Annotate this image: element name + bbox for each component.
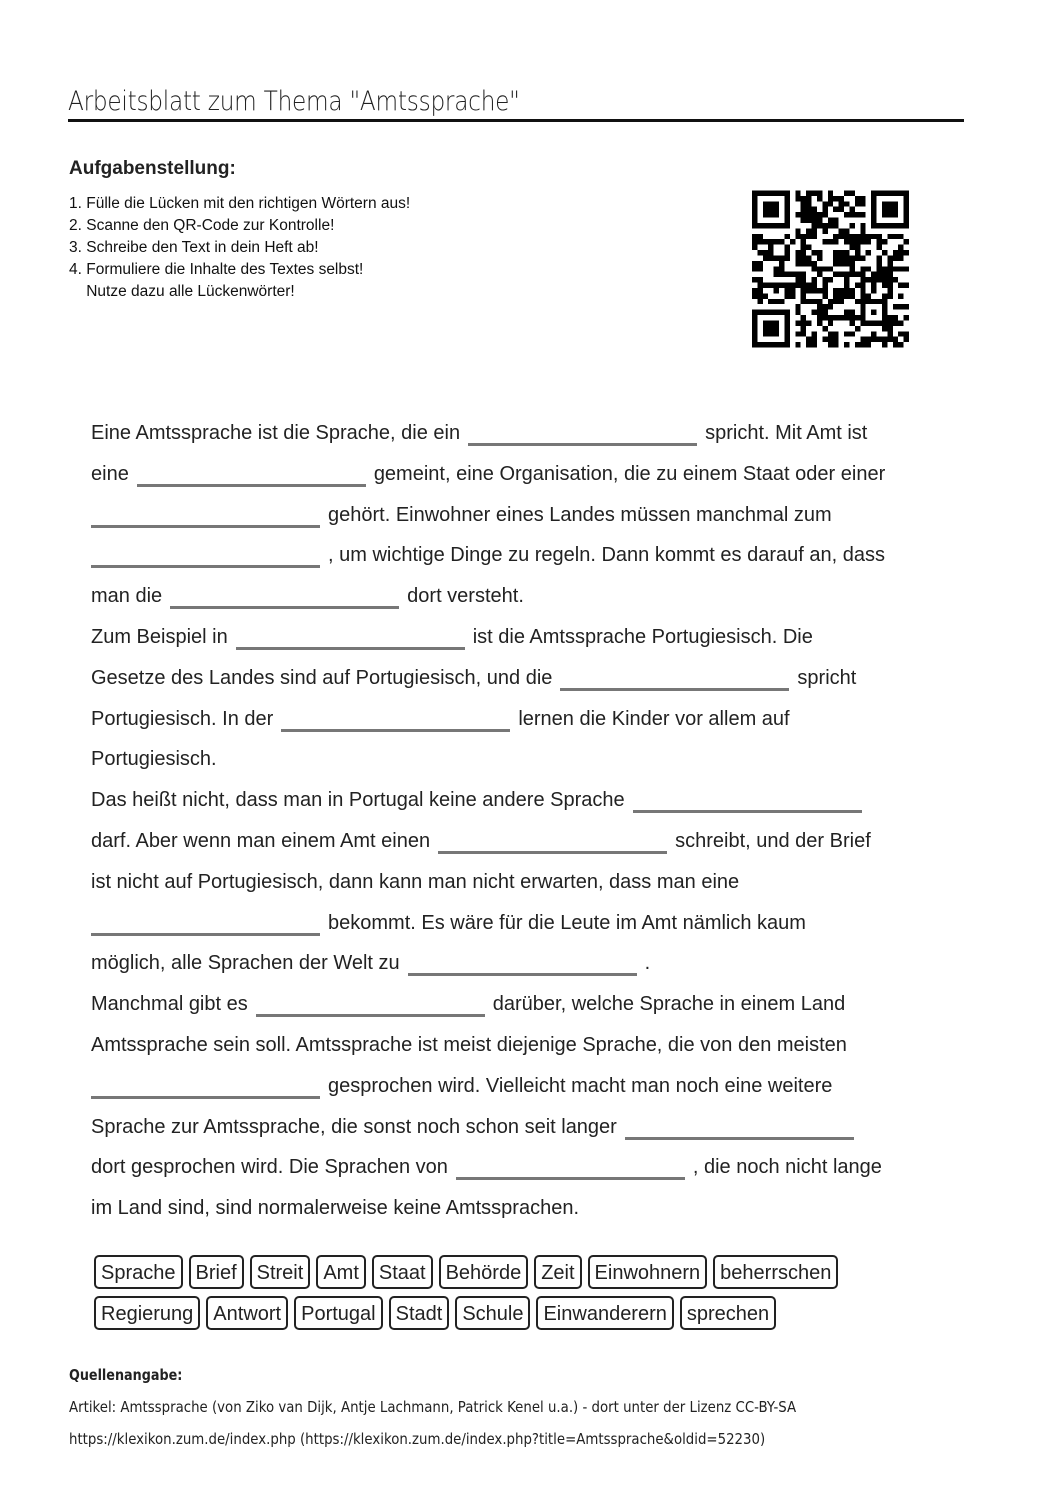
text-line (91, 868, 885, 909)
text-segment: Amtssprache sein soll. Amtssprache ist meist diejenige Sprache, die von den meisten (91, 1033, 847, 1056)
gap-blank[interactable] (468, 419, 697, 446)
word-chip[interactable]: Antwort (206, 1296, 288, 1330)
text-segment: dort gesprochen wird. Die Sprachen von (91, 1156, 448, 1179)
title-divider (68, 119, 964, 122)
task-list (69, 193, 410, 303)
word-chip[interactable]: Portugal (294, 1296, 383, 1330)
gap-blank[interactable] (236, 623, 465, 650)
word-chip[interactable]: Behörde (439, 1255, 529, 1289)
text-segment: spricht (797, 666, 857, 689)
text-segment: ist die Amtssprache Portugiesisch. Die (472, 625, 813, 648)
text-segment: darf. Aber wenn man einem Amt einen (91, 829, 431, 852)
word-chip[interactable]: sprechen (680, 1296, 776, 1330)
word-bank-row (94, 1255, 934, 1289)
text-segment: Manchmal gibt es (91, 993, 248, 1016)
page-title: Arbeitsblatt zum Thema "Amtssprache" (68, 86, 520, 117)
text-segment: spricht. Mit Amt ist (705, 422, 868, 444)
text-segment: Das heißt nicht, dass man in Portugal keine andere Sprache (91, 789, 625, 812)
source-url[interactable]: https://klexikon.zum.de/index.php (https://klexikon.zum.de/index.php?title=Amtssprache&oldid=52230) (69, 1430, 766, 1448)
gap-blank[interactable] (456, 1153, 685, 1180)
source-article: Artikel: Amtssprache (von Ziko van Dijk, Antje Lachmann, Patrick Kenel u.a.) - dort unter der Lizenz CC-BY-SA (69, 1398, 797, 1416)
text-segment: Zum Beispiel in (91, 625, 228, 648)
word-chip[interactable]: Stadt (389, 1296, 450, 1330)
task-item: 2. Scanne den QR-Code zur Kontrolle! (69, 217, 335, 234)
text-segment: gehört. Einwohner eines Landes müssen manchmal zum (328, 503, 832, 526)
word-chip[interactable]: Staat (372, 1255, 433, 1289)
gap-blank[interactable] (91, 541, 320, 568)
text-segment: , die noch nicht lange (692, 1156, 882, 1179)
gap-blank[interactable] (281, 705, 510, 732)
text-line (91, 623, 885, 664)
text-line (91, 909, 885, 950)
text-line (91, 705, 885, 746)
text-segment: darüber, welche Sprache in einem Land (492, 993, 846, 1016)
text-line (91, 990, 885, 1031)
word-bank (94, 1255, 934, 1337)
text-segment: möglich, alle Sprachen der Welt zu (91, 952, 400, 975)
word-chip[interactable]: beherrschen (713, 1255, 838, 1289)
text-line (91, 1113, 885, 1154)
task-item: 3. Schreibe den Text in dein Heft ab! (69, 239, 319, 256)
cloze-text (91, 419, 885, 1235)
text-line (91, 1153, 885, 1194)
text-segment: bekommt. Es wäre für die Leute im Amt nämlich kaum (328, 911, 806, 934)
text-line (91, 786, 885, 827)
word-chip[interactable]: Brief (189, 1255, 244, 1289)
gap-blank[interactable] (625, 1113, 854, 1140)
text-segment: eine (91, 462, 129, 485)
text-line (91, 1194, 885, 1235)
word-chip[interactable]: Einwanderern (536, 1296, 673, 1330)
text-line (91, 664, 885, 705)
text-segment: im Land sind, sind normalerweise keine Amtssprachen. (91, 1197, 580, 1220)
text-segment: schreibt, und der Brief (675, 829, 871, 852)
gap-blank[interactable] (408, 949, 637, 976)
gap-blank[interactable] (137, 460, 366, 487)
word-chip[interactable]: Regierung (94, 1296, 200, 1330)
text-line (91, 949, 885, 990)
word-bank-row (94, 1296, 934, 1330)
task-item: 1. Fülle die Lücken mit den richtigen Wörtern aus! (69, 195, 411, 212)
word-chip[interactable]: Streit (250, 1255, 311, 1289)
text-segment: man die (91, 585, 163, 608)
text-segment: lernen die Kinder vor allem auf (518, 707, 790, 730)
word-chip[interactable]: Einwohnern (588, 1255, 708, 1289)
text-segment: Portugiesisch. (91, 748, 217, 771)
text-line (91, 541, 885, 582)
text-line (91, 419, 885, 460)
gap-blank[interactable] (633, 786, 862, 813)
word-chip[interactable]: Sprache (94, 1255, 183, 1289)
text-segment: Portugiesisch. In der (91, 707, 274, 730)
text-segment: gesprochen wird. Vielleicht macht man noch eine weitere (328, 1074, 833, 1097)
text-line (91, 1031, 885, 1072)
text-line (91, 827, 885, 868)
text-segment: gemeint, eine Organisation, die zu einem Staat oder einer (373, 462, 886, 485)
word-chip[interactable]: Amt (316, 1255, 366, 1289)
word-chip[interactable]: Zeit (534, 1255, 581, 1289)
text-line (91, 1072, 885, 1113)
gap-blank[interactable] (560, 664, 789, 691)
gap-blank[interactable] (91, 501, 320, 528)
text-segment: Gesetze des Landes sind auf Portugiesisch, und die (91, 666, 553, 689)
qr-code-icon[interactable] (752, 190, 909, 348)
source-heading: Quellenangabe: (69, 1366, 183, 1384)
text-line (91, 582, 885, 623)
text-line (91, 501, 885, 542)
gap-blank[interactable] (91, 909, 320, 936)
text-segment: dort versteht. (407, 585, 524, 608)
text-segment: Eine Amtssprache ist die Sprache, die ein (91, 422, 461, 444)
text-segment: Sprache zur Amtssprache, die sonst noch schon seit langer (91, 1115, 617, 1138)
gap-blank[interactable] (91, 1072, 320, 1099)
gap-blank[interactable] (170, 582, 399, 609)
gap-blank[interactable] (256, 990, 485, 1017)
word-chip[interactable]: Schule (455, 1296, 530, 1330)
text-segment: ist nicht auf Portugiesisch, dann kann man nicht erwarten, dass man eine (91, 870, 740, 893)
text-line (91, 745, 885, 786)
text-segment: , um wichtige Dinge zu regeln. Dann kommt es darauf an, dass (328, 544, 885, 567)
text-segment: . (644, 952, 651, 975)
gap-blank[interactable] (438, 827, 667, 854)
text-line (91, 460, 885, 501)
task-item: Nutze dazu alle Lückenwörter! (69, 283, 295, 300)
task-item: 4. Formuliere die Inhalte des Textes selbst! (69, 261, 364, 278)
task-heading: Aufgabenstellung: (69, 158, 236, 179)
